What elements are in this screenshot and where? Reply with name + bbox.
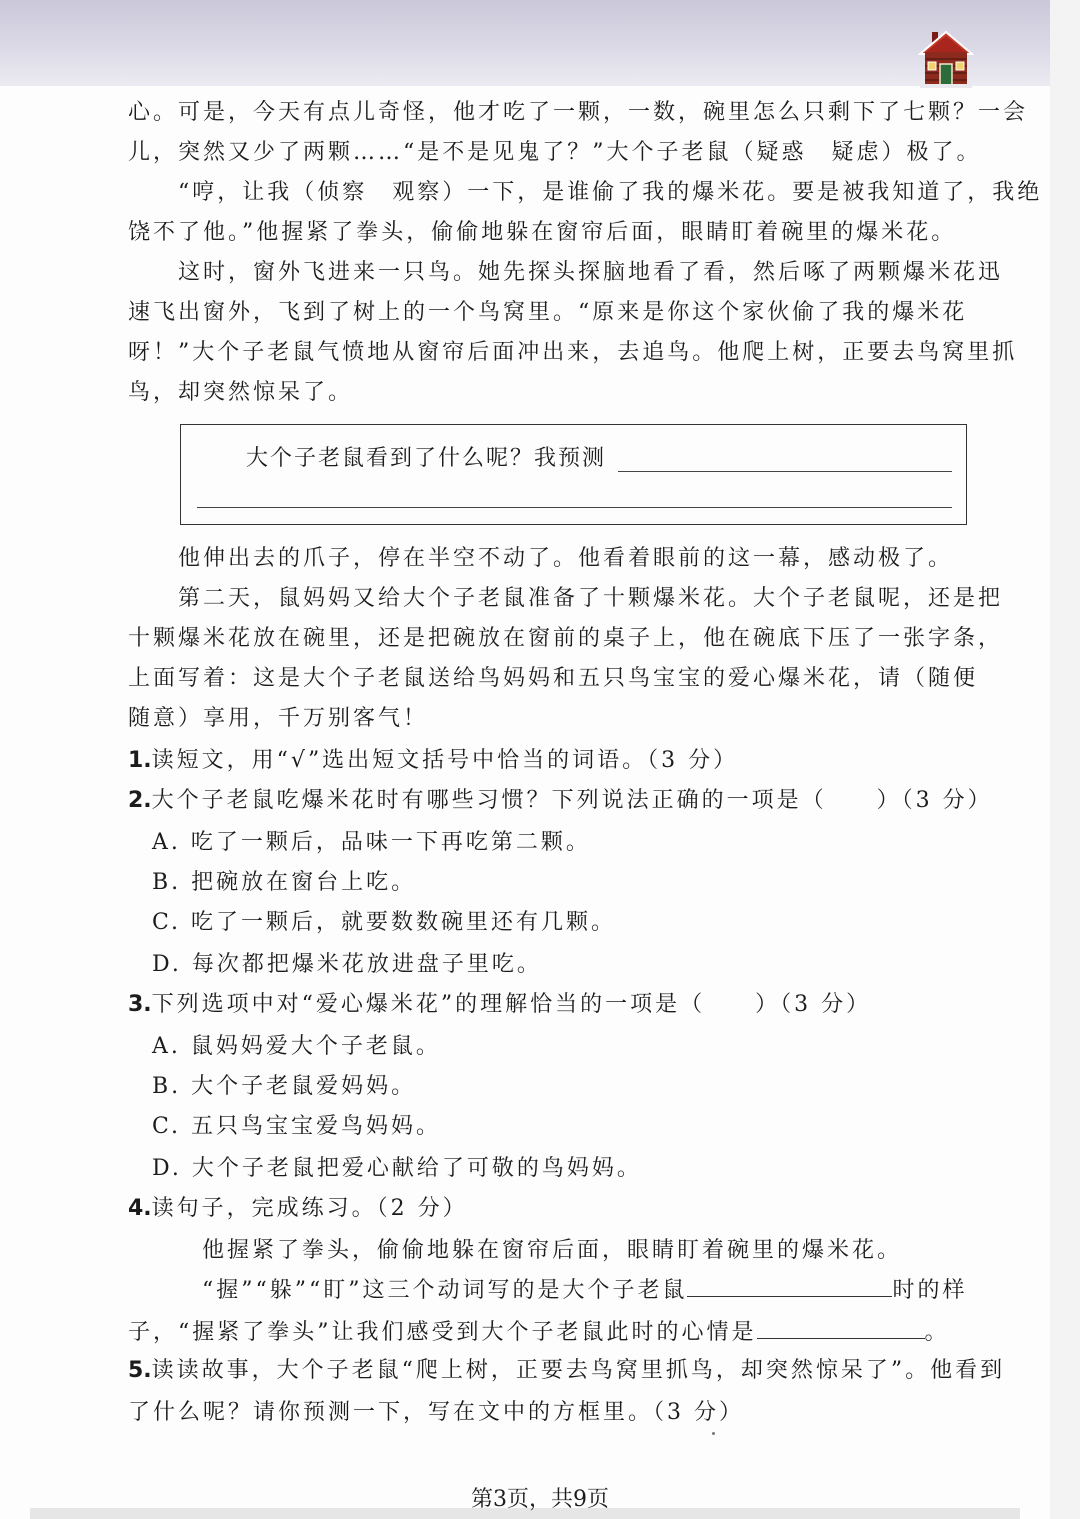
question-2 [128, 786, 993, 816]
fill-text: 时的样 [892, 1278, 968, 1303]
option-d[interactable]: D. 大个子老鼠把爱心献给了可敬的鸟妈妈。 [152, 1156, 642, 1181]
question-text: 读短文，用“√”选出短文括号中恰当的词语。（3 分） [151, 748, 739, 773]
fill-text: 。 [924, 1320, 950, 1345]
question-text: 读读故事，大个子老鼠“爬上树，正要去鸟窝里抓鸟，却突然惊呆了”。他看到 [151, 1358, 1006, 1383]
fill-sentence-2 [128, 1318, 950, 1348]
passage-line: 速飞出窗外，飞到了树上的一个鸟窝里。“原来是你这个家伙偷了我的爆米花 [128, 300, 968, 325]
question-text: 大个子老鼠吃爆米花时有哪些习惯？下列说法正确的一项是（ ）（3 分） [151, 788, 993, 813]
question-text: 下列选项中对“爱心爆米花”的理解恰当的一项是（ ）（3 分） [151, 992, 872, 1017]
question-4 [128, 1194, 468, 1224]
question-number: 3. [128, 992, 152, 1017]
option-d[interactable]: D. 每次都把爆米花放进盘子里吃。 [152, 952, 542, 977]
option-a[interactable]: A. 吃了一颗后，品味一下再吃第二颗。 [152, 830, 591, 855]
fill-sentence-1 [202, 1276, 968, 1306]
option-a[interactable]: A. 鼠妈妈爱大个子老鼠。 [152, 1034, 441, 1059]
passage-line: 这时，窗外飞进来一只鸟。她先探头探脑地看了看，然后啄了两颗爆米花迅 [178, 260, 1004, 285]
fill-text: 子，“握紧了拳头”让我们感受到大个子老鼠此时的心情是 [128, 1320, 757, 1345]
question-number: 1. [128, 748, 152, 773]
option-b[interactable]: B. 大个子老鼠爱妈妈。 [152, 1074, 417, 1099]
question-number: 5. [128, 1358, 152, 1383]
question-1 [128, 746, 738, 776]
answer-line[interactable] [618, 471, 952, 472]
question-text: 读句子，完成练习。（2 分） [151, 1196, 468, 1221]
passage-line: 呀！”大个子老鼠气愤地从窗帘后面冲出来，去追鸟。他爬上树，正要去鸟窝里抓 [128, 340, 1018, 365]
option-c[interactable]: C. 吃了一颗后，就要数数碗里还有几颗。 [152, 910, 617, 935]
answer-blank[interactable] [687, 1276, 892, 1297]
passage-line: 饶不了他。”他握紧了拳头，偷偷地躲在窗帘后面，眼睛盯着碗里的爆米花。 [128, 220, 957, 245]
question-number: 2. [128, 788, 152, 813]
passage-line: 他伸出去的爪子，停在半空不动了。他看着眼前的这一幕，感动极了。 [178, 546, 954, 571]
house-icon [918, 22, 974, 88]
option-b[interactable]: B. 把碗放在窗台上吃。 [152, 870, 417, 895]
passage-line: 儿，突然又少了两颗……“是不是见鬼了？”大个子老鼠（疑惑 疑虑）极了。 [128, 140, 982, 165]
prediction-prompt: 大个子老鼠看到了什么呢？我预测 [246, 446, 607, 471]
fill-text: “握”“躲”“盯”这三个动词写的是大个子老鼠 [202, 1278, 688, 1303]
passage-line: 心。可是，今天有点儿奇怪，他才吃了一颗，一数，碗里怎么只剩下了七颗？一会 [128, 100, 1029, 125]
question-number: 4. [128, 1196, 152, 1221]
answer-blank[interactable] [757, 1318, 925, 1339]
page-edge [1050, 0, 1080, 1519]
question-3 [128, 990, 871, 1020]
page-number: 第3页，共9页 [471, 1487, 609, 1512]
question-5 [128, 1356, 1005, 1386]
passage-line: 鸟，却突然惊呆了。 [128, 380, 354, 405]
answer-line[interactable] [197, 507, 952, 508]
question-5-continued: 了什么呢？请你预测一下，写在文中的方框里。（3 分） [128, 1400, 744, 1425]
quoted-sentence: 他握紧了拳头，偷偷地躲在窗帘后面，眼睛盯着碗里的爆米花。 [202, 1238, 903, 1263]
passage-line: “哼，让我（侦察 观察）一下，是谁偷了我的爆米花。要是被我知道了，我绝 [178, 180, 1043, 205]
scan-speck [712, 1432, 715, 1435]
header-band [0, 0, 1050, 86]
passage-line: 十颗爆米花放在碗里，还是把碗放在窗前的桌子上，他在碗底下压了一张字条， [128, 626, 1004, 651]
passage-line: 第二天，鼠妈妈又给大个子老鼠准备了十颗爆米花。大个子老鼠呢，还是把 [178, 586, 1004, 611]
passage-line: 上面写着：这是大个子老鼠送给鸟妈妈和五只鸟宝宝的爱心爆米花，请（随便 [128, 666, 979, 691]
passage-line: 随意）享用，千万别客气！ [128, 706, 429, 731]
prediction-box[interactable] [180, 424, 967, 525]
option-c[interactable]: C. 五只鸟宝宝爱鸟妈妈。 [152, 1114, 442, 1139]
